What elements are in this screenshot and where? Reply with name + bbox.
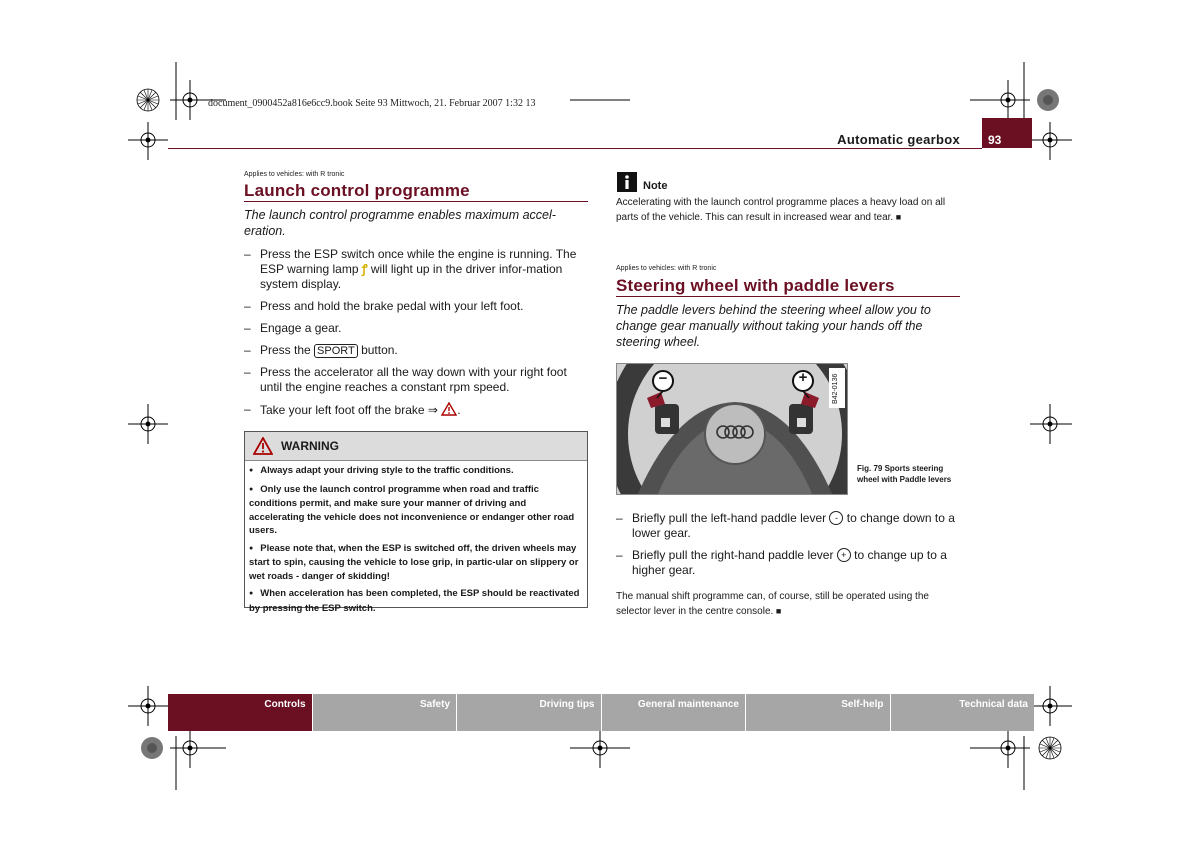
warning-triangle-icon (253, 437, 273, 455)
list-item: – Take your left foot off the brake ⇒ . (244, 402, 590, 418)
paddle-minus-label: − (658, 370, 668, 387)
list-item: – Briefly pull the right-hand paddle lever + to change up to a higher gear. (616, 548, 964, 578)
warning-title: WARNING (281, 439, 339, 453)
print-line: document_0900452a816e6cc9.book Seite 93 Mittwoch, 21. Februar 2007 1:32 13 (208, 98, 536, 109)
warning-header (245, 432, 587, 461)
warning-triangle-icon (441, 402, 457, 416)
list-item: ● Please note that, when the ESP is switched off, the driven wheels may start to spin, causing the vehicle to lose grip, in partic-ular on slippery or wet roads - danger of skidding! (249, 542, 583, 584)
paddle-intro: The paddle levers behind the steering wheel allow you to change gear manually without taking your hands off the steering wheel. (616, 303, 931, 349)
list-item: ● When acceleration has been completed, the ESP should be reactivated by pressing the ESP switch. (249, 587, 583, 615)
tab-general-maintenance[interactable]: General maintenance (602, 694, 746, 731)
launch-steps (244, 247, 590, 425)
section-title: Automatic gearbox (837, 132, 960, 147)
header-rule (168, 148, 982, 149)
esp-warning-icon: ꝭ (361, 262, 368, 276)
steering-wheel-figure (616, 363, 848, 495)
figure-code: B42-0136 (832, 373, 839, 404)
applies-to-right: Applies to vehicles: with R tronic (616, 265, 717, 272)
note-heading (617, 172, 667, 192)
info-icon (617, 172, 637, 192)
list-item: – Engage a gear. (244, 321, 590, 336)
list-item: – Briefly pull the left-hand paddle lever - to change down to a lower gear. (616, 511, 964, 541)
launch-control-title: Launch control programme (244, 181, 470, 200)
list-item: – Press the ESP switch once while the engine is running. The ESP warning lamp ꝭ will light up in the driver infor-mation system display. (244, 247, 590, 292)
tab-safety[interactable]: Safety (313, 694, 457, 731)
list-item: – Press the SPORT button. (244, 343, 590, 358)
title-rule-left (244, 201, 588, 202)
manual-shift-note: The manual shift programme can, of course, still be operated using the selector lever in the centre console. ■ (616, 590, 962, 619)
launch-intro: The launch control programme enables maximum accel-eration. (244, 208, 556, 238)
chapter-tabs (168, 694, 1034, 731)
note-title: Note (643, 180, 668, 192)
tab-controls[interactable]: Controls (168, 694, 312, 731)
figure-code-box (829, 368, 845, 408)
applies-to-left: Applies to vehicles: with R tronic (244, 171, 345, 178)
paddle-minus-key: - (829, 511, 843, 525)
sport-key: SPORT (314, 344, 358, 358)
page-number: 93 (982, 118, 1032, 148)
list-item: – Press and hold the brake pedal with your left foot. (244, 299, 590, 314)
note-text: Accelerating with the launch control programme places a heavy load on all parts of the vehicle. This can result in increased wear and tear. ■ (616, 196, 960, 225)
warning-box (244, 431, 588, 614)
paddle-levers-title: Steering wheel with paddle levers (616, 276, 895, 295)
tab-self-help[interactable]: Self-help (746, 694, 890, 731)
warning-list (245, 461, 587, 615)
tab-driving-tips[interactable]: Driving tips (457, 694, 601, 731)
tab-technical-data[interactable]: Technical data (891, 694, 1035, 731)
list-item: – Press the accelerator all the way down with your right foot until the engine reaches a constant rpm speed. (244, 365, 590, 395)
steering-wheel-illustration (617, 364, 848, 495)
list-item: ● Only use the launch control programme when road and traffic conditions permit, and make sure your manner of driving and accelerating the vehicle does not inconvenience or endanger other road users. (249, 483, 583, 538)
paddle-steps (616, 511, 964, 585)
paddle-plus-key: + (837, 548, 851, 562)
paddle-plus-label: + (798, 369, 808, 386)
figure-caption: Fig. 79 Sports steering wheel with Paddle levers (857, 464, 952, 484)
title-rule-right (616, 296, 960, 297)
list-item: ● Always adapt your driving style to the traffic conditions. (249, 464, 583, 479)
